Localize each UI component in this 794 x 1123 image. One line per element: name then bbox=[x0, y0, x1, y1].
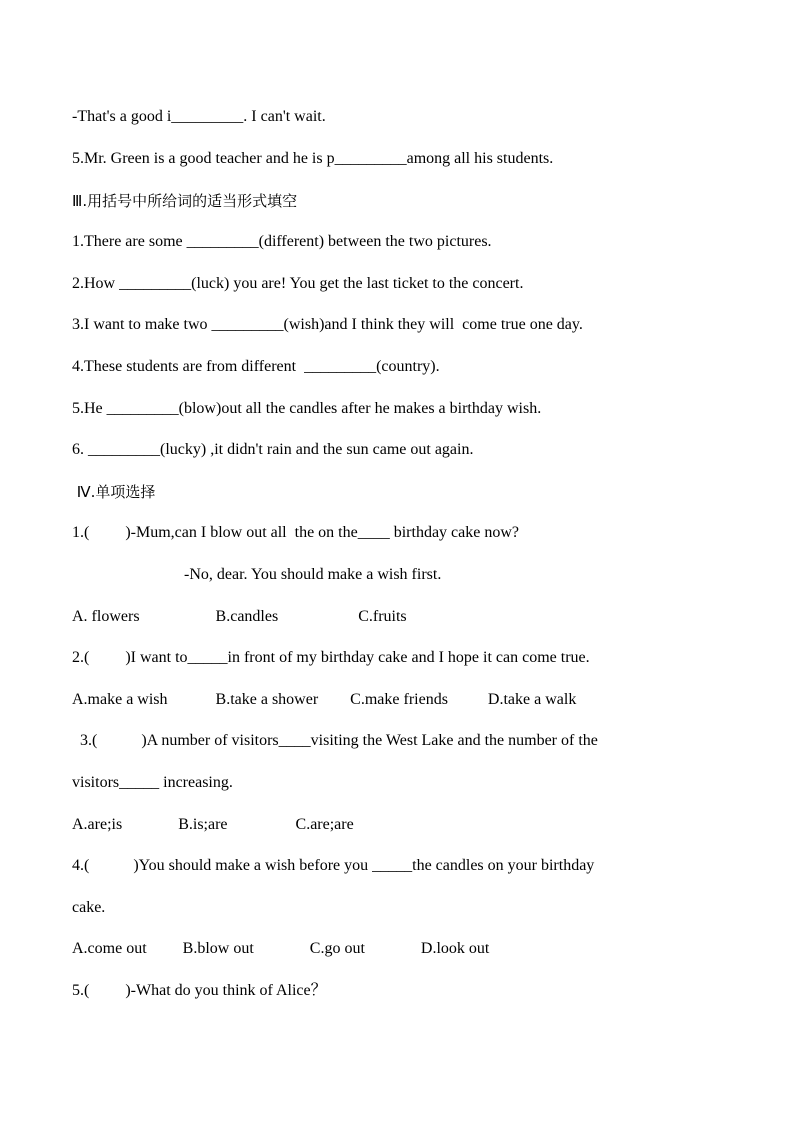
question-line: 2.( )I want to_____in front of my birthday cake and I hope it can come true. bbox=[72, 649, 590, 666]
question-line: 1.There are some _________(different) between the two pictures. bbox=[72, 233, 492, 250]
question-line: 3.I want to make two _________(wish)and I think they will come true one day. bbox=[72, 316, 583, 333]
question-line: 4.These students are from different _________(country). bbox=[72, 358, 440, 375]
question-line: visitors_____ increasing. bbox=[72, 774, 233, 791]
section-heading-3: Ⅲ.用括号中所给词的适当形式填空 bbox=[72, 192, 298, 210]
options-line: A.come out B.blow out C.go out D.look out bbox=[72, 940, 490, 957]
question-line: 1.( )-Mum,can I blow out all the on the____ birthday cake now? bbox=[72, 524, 519, 541]
question-line: 5.Mr. Green is a good teacher and he is p_________among all his students. bbox=[72, 150, 554, 167]
question-line: 3.( )A number of visitors____visiting the West Lake and the number of the bbox=[80, 732, 598, 749]
options-line: A.make a wish B.take a shower C.make friends D.take a walk bbox=[72, 691, 577, 708]
question-line: 5.He _________(blow)out all the candles after he makes a birthday wish. bbox=[72, 400, 542, 417]
question-line: 4.( )You should make a wish before you _____the candles on your birthday bbox=[72, 857, 595, 874]
options-line: A.are;is B.is;are C.are;are bbox=[72, 816, 354, 833]
dialogue-line: -No, dear. You should make a wish first. bbox=[184, 566, 442, 583]
section-heading-4: Ⅳ.单项选择 bbox=[72, 483, 156, 501]
options-line: A. flowers B.candles C.fruits bbox=[72, 608, 407, 625]
question-line: -That's a good i_________. I can't wait. bbox=[72, 108, 326, 125]
question-line: 2.How _________(luck) you are! You get the last ticket to the concert. bbox=[72, 275, 524, 292]
question-line: 6. _________(lucky) ,it didn't rain and the sun came out again. bbox=[72, 441, 474, 458]
question-line: 5.( )-What do you think of Alice？ bbox=[72, 982, 327, 999]
question-line: cake. bbox=[72, 899, 106, 916]
